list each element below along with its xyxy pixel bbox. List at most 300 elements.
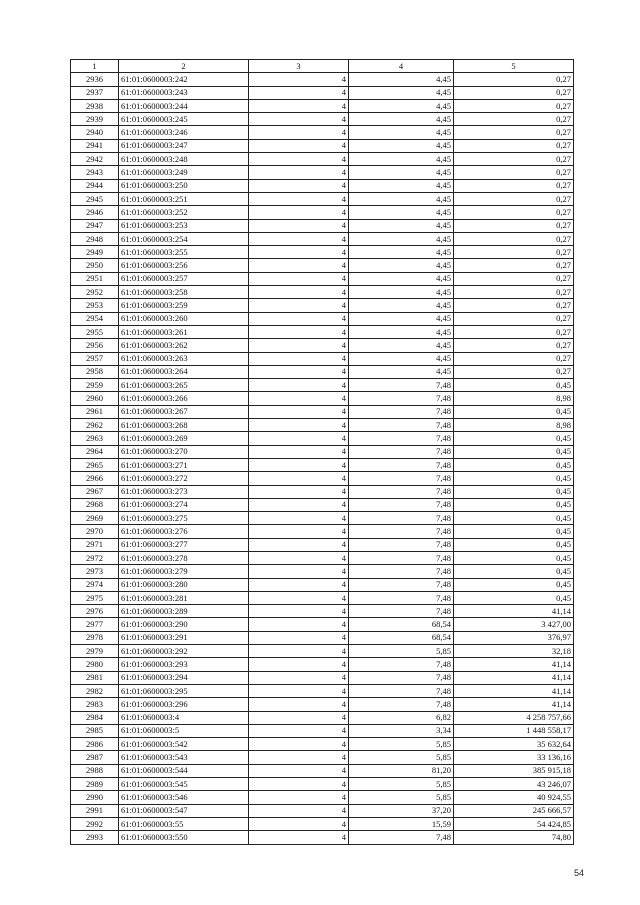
rate-value: 7,48 — [349, 512, 454, 525]
category-code: 4 — [249, 658, 349, 671]
rate-value: 37,20 — [349, 804, 454, 817]
header-col-1: 1 — [71, 60, 119, 73]
row-number: 2980 — [71, 658, 119, 671]
rate-value: 7,48 — [349, 379, 454, 392]
table-row — [71, 671, 574, 684]
header-col-5: 5 — [454, 60, 574, 73]
amount-value: 74,80 — [454, 831, 574, 844]
amount-value: 0,45 — [454, 551, 574, 564]
row-number: 2992 — [71, 817, 119, 830]
cadastral-number: 61:01:0600003:265 — [119, 379, 249, 392]
cadastral-number: 61:01:0600003:4 — [119, 711, 249, 724]
row-number: 2955 — [71, 325, 119, 338]
cadastral-number: 61:01:0600003:289 — [119, 605, 249, 618]
category-code: 4 — [249, 751, 349, 764]
table-row — [71, 86, 574, 99]
table-row — [71, 339, 574, 352]
header-col-3: 3 — [249, 60, 349, 73]
row-number: 2978 — [71, 631, 119, 644]
amount-value: 0,45 — [454, 498, 574, 511]
amount-value: 0,27 — [454, 312, 574, 325]
row-number: 2982 — [71, 684, 119, 697]
row-number: 2961 — [71, 405, 119, 418]
amount-value: 0,45 — [454, 565, 574, 578]
rate-value: 4,45 — [349, 126, 454, 139]
rate-value: 68,54 — [349, 631, 454, 644]
row-number: 2953 — [71, 299, 119, 312]
table-row — [71, 153, 574, 166]
category-code: 4 — [249, 485, 349, 498]
cadastral-number: 61:01:0600003:261 — [119, 325, 249, 338]
category-code: 4 — [249, 578, 349, 591]
table-row — [71, 751, 574, 764]
category-code: 4 — [249, 286, 349, 299]
row-number: 2977 — [71, 618, 119, 631]
rate-value: 4,45 — [349, 179, 454, 192]
table-row — [71, 698, 574, 711]
row-number: 2945 — [71, 192, 119, 205]
table-row — [71, 206, 574, 219]
category-code: 4 — [249, 618, 349, 631]
cadastral-number: 61:01:0600003:542 — [119, 738, 249, 751]
row-number: 2987 — [71, 751, 119, 764]
category-code: 4 — [249, 219, 349, 232]
cadastral-number: 61:01:0600003:271 — [119, 458, 249, 471]
cadastral-number: 61:01:0600003:247 — [119, 139, 249, 152]
table-row — [71, 419, 574, 432]
amount-value: 8,98 — [454, 419, 574, 432]
cadastral-number: 61:01:0600003:546 — [119, 791, 249, 804]
row-number: 2963 — [71, 432, 119, 445]
rate-value: 68,54 — [349, 618, 454, 631]
row-number: 2989 — [71, 778, 119, 791]
rate-value: 4,45 — [349, 352, 454, 365]
cadastral-number: 61:01:0600003:252 — [119, 206, 249, 219]
row-number: 2948 — [71, 232, 119, 245]
amount-value: 0,27 — [454, 139, 574, 152]
rate-value: 7,48 — [349, 392, 454, 405]
row-number: 2981 — [71, 671, 119, 684]
table-body — [71, 73, 574, 844]
rate-value: 7,48 — [349, 684, 454, 697]
table-row — [71, 113, 574, 126]
table-row — [71, 684, 574, 697]
header-row — [71, 60, 574, 73]
amount-value: 385 915,18 — [454, 764, 574, 777]
rate-value: 7,48 — [349, 605, 454, 618]
row-number: 2991 — [71, 804, 119, 817]
rate-value: 7,48 — [349, 472, 454, 485]
rate-value: 4,45 — [349, 232, 454, 245]
table-row — [71, 512, 574, 525]
cadastral-number: 61:01:0600003:258 — [119, 286, 249, 299]
row-number: 2969 — [71, 512, 119, 525]
table-row — [71, 778, 574, 791]
category-code: 4 — [249, 804, 349, 817]
amount-value: 245 666,57 — [454, 804, 574, 817]
table-row — [71, 804, 574, 817]
category-code: 4 — [249, 472, 349, 485]
row-number: 2960 — [71, 392, 119, 405]
amount-value: 0,27 — [454, 272, 574, 285]
amount-value: 0,27 — [454, 325, 574, 338]
rate-value: 5,85 — [349, 791, 454, 804]
row-number: 2984 — [71, 711, 119, 724]
row-number: 2940 — [71, 126, 119, 139]
cadastral-number: 61:01:0600003:264 — [119, 365, 249, 378]
table-row — [71, 166, 574, 179]
cadastral-number: 61:01:0600003:5 — [119, 724, 249, 737]
table-row — [71, 645, 574, 658]
category-code: 4 — [249, 86, 349, 99]
header-col-2: 2 — [119, 60, 249, 73]
rate-value: 7,48 — [349, 498, 454, 511]
rate-value: 4,45 — [349, 339, 454, 352]
table-row — [71, 139, 574, 152]
cadastral-number: 61:01:0600003:243 — [119, 86, 249, 99]
row-number: 2973 — [71, 565, 119, 578]
table-row — [71, 325, 574, 338]
cadastral-number: 61:01:0600003:296 — [119, 698, 249, 711]
amount-value: 3 427,00 — [454, 618, 574, 631]
row-number: 2941 — [71, 139, 119, 152]
table-row — [71, 578, 574, 591]
row-number: 2990 — [71, 791, 119, 804]
rate-value: 7,48 — [349, 578, 454, 591]
row-number: 2951 — [71, 272, 119, 285]
rate-value: 7,48 — [349, 458, 454, 471]
cadastral-number: 61:01:0600003:293 — [119, 658, 249, 671]
amount-value: 0,45 — [454, 512, 574, 525]
cadastral-number: 61:01:0600003:547 — [119, 804, 249, 817]
amount-value: 0,27 — [454, 73, 574, 86]
row-number: 2938 — [71, 99, 119, 112]
amount-value: 0,27 — [454, 179, 574, 192]
row-number: 2946 — [71, 206, 119, 219]
category-code: 4 — [249, 791, 349, 804]
row-number: 2983 — [71, 698, 119, 711]
category-code: 4 — [249, 179, 349, 192]
cadastral-number: 61:01:0600003:249 — [119, 166, 249, 179]
row-number: 2943 — [71, 166, 119, 179]
row-number: 2958 — [71, 365, 119, 378]
row-number: 2966 — [71, 472, 119, 485]
rate-value: 7,48 — [349, 538, 454, 551]
category-code: 4 — [249, 392, 349, 405]
table-row — [71, 312, 574, 325]
category-code: 4 — [249, 166, 349, 179]
row-number: 2965 — [71, 458, 119, 471]
category-code: 4 — [249, 246, 349, 259]
amount-value: 8,98 — [454, 392, 574, 405]
amount-value: 41,14 — [454, 684, 574, 697]
cadastral-number: 61:01:0600003:291 — [119, 631, 249, 644]
category-code: 4 — [249, 458, 349, 471]
cadastral-number: 61:01:0600003:292 — [119, 645, 249, 658]
amount-value: 0,27 — [454, 286, 574, 299]
category-code: 4 — [249, 113, 349, 126]
amount-value: 41,14 — [454, 698, 574, 711]
row-number: 2985 — [71, 724, 119, 737]
header-col-4: 4 — [349, 60, 454, 73]
amount-value: 0,27 — [454, 259, 574, 272]
category-code: 4 — [249, 645, 349, 658]
cadastral-number: 61:01:0600003:273 — [119, 485, 249, 498]
cadastral-number: 61:01:0600003:250 — [119, 179, 249, 192]
row-number: 2939 — [71, 113, 119, 126]
table-header — [71, 60, 574, 73]
rate-value: 7,48 — [349, 698, 454, 711]
amount-value: 0,45 — [454, 379, 574, 392]
row-number: 2956 — [71, 339, 119, 352]
amount-value: 0,27 — [454, 339, 574, 352]
cadastral-number: 61:01:0600003:248 — [119, 153, 249, 166]
rate-value: 4,45 — [349, 153, 454, 166]
amount-value: 0,27 — [454, 99, 574, 112]
amount-value: 4 258 757,66 — [454, 711, 574, 724]
rate-value: 81,20 — [349, 764, 454, 777]
category-code: 4 — [249, 525, 349, 538]
rate-value: 4,45 — [349, 286, 454, 299]
table-row — [71, 259, 574, 272]
amount-value: 0,45 — [454, 525, 574, 538]
cadastral-number: 61:01:0600003:278 — [119, 551, 249, 564]
table-row — [71, 711, 574, 724]
row-number: 2957 — [71, 352, 119, 365]
category-code: 4 — [249, 778, 349, 791]
row-number: 2936 — [71, 73, 119, 86]
rate-value: 4,45 — [349, 246, 454, 259]
category-code: 4 — [249, 432, 349, 445]
table-row — [71, 631, 574, 644]
table-row — [71, 538, 574, 551]
table-row — [71, 126, 574, 139]
table-row — [71, 458, 574, 471]
row-number: 2952 — [71, 286, 119, 299]
category-code: 4 — [249, 365, 349, 378]
rate-value: 7,48 — [349, 445, 454, 458]
page-number: 54 — [573, 868, 584, 878]
row-number: 2974 — [71, 578, 119, 591]
category-code: 4 — [249, 299, 349, 312]
row-number: 2937 — [71, 86, 119, 99]
cadastral-number: 61:01:0600003:275 — [119, 512, 249, 525]
table-row — [71, 392, 574, 405]
table-row — [71, 658, 574, 671]
category-code: 4 — [249, 192, 349, 205]
rate-value: 7,48 — [349, 525, 454, 538]
table-row — [71, 551, 574, 564]
amount-value: 0,45 — [454, 578, 574, 591]
cadastral-number: 61:01:0600003:290 — [119, 618, 249, 631]
category-code: 4 — [249, 831, 349, 844]
rate-value: 4,45 — [349, 312, 454, 325]
amount-value: 54 424,85 — [454, 817, 574, 830]
cadastral-number: 61:01:0600003:242 — [119, 73, 249, 86]
cadastral-number: 61:01:0600003:254 — [119, 232, 249, 245]
amount-value: 376,97 — [454, 631, 574, 644]
category-code: 4 — [249, 405, 349, 418]
rate-value: 4,45 — [349, 219, 454, 232]
cadastral-number: 61:01:0600003:544 — [119, 764, 249, 777]
category-code: 4 — [249, 126, 349, 139]
amount-value: 0,27 — [454, 206, 574, 219]
amount-value: 0,27 — [454, 86, 574, 99]
rate-value: 4,45 — [349, 139, 454, 152]
category-code: 4 — [249, 764, 349, 777]
rate-value: 7,48 — [349, 831, 454, 844]
category-code: 4 — [249, 817, 349, 830]
table-row — [71, 232, 574, 245]
rate-value: 7,48 — [349, 485, 454, 498]
amount-value: 0,27 — [454, 232, 574, 245]
category-code: 4 — [249, 498, 349, 511]
category-code: 4 — [249, 711, 349, 724]
row-number: 2949 — [71, 246, 119, 259]
table-row — [71, 724, 574, 737]
rate-value: 5,85 — [349, 645, 454, 658]
category-code: 4 — [249, 419, 349, 432]
table-row — [71, 591, 574, 604]
cadastral-number: 61:01:0600003:268 — [119, 419, 249, 432]
rate-value: 4,45 — [349, 299, 454, 312]
table-row — [71, 565, 574, 578]
table-row — [71, 791, 574, 804]
category-code: 4 — [249, 379, 349, 392]
rate-value: 5,85 — [349, 738, 454, 751]
rate-value: 5,85 — [349, 751, 454, 764]
cadastral-number: 61:01:0600003:260 — [119, 312, 249, 325]
category-code: 4 — [249, 724, 349, 737]
rate-value: 7,48 — [349, 432, 454, 445]
cadastral-number: 61:01:0600003:276 — [119, 525, 249, 538]
category-code: 4 — [249, 671, 349, 684]
rate-value: 7,48 — [349, 591, 454, 604]
amount-value: 0,27 — [454, 219, 574, 232]
category-code: 4 — [249, 139, 349, 152]
amount-value: 41,14 — [454, 671, 574, 684]
row-number: 2970 — [71, 525, 119, 538]
category-code: 4 — [249, 99, 349, 112]
cadastral-number: 61:01:0600003:259 — [119, 299, 249, 312]
rate-value: 4,45 — [349, 113, 454, 126]
cadastral-number: 61:01:0600003:550 — [119, 831, 249, 844]
row-number: 2947 — [71, 219, 119, 232]
row-number: 2950 — [71, 259, 119, 272]
amount-value: 0,45 — [454, 472, 574, 485]
cadastral-number: 61:01:0600003:270 — [119, 445, 249, 458]
cadastral-number: 61:01:0600003:253 — [119, 219, 249, 232]
cadastral-number: 61:01:0600003:256 — [119, 259, 249, 272]
category-code: 4 — [249, 339, 349, 352]
row-number: 2967 — [71, 485, 119, 498]
rate-value: 4,45 — [349, 365, 454, 378]
table-row — [71, 498, 574, 511]
row-number: 2959 — [71, 379, 119, 392]
category-code: 4 — [249, 551, 349, 564]
cadastral-number: 61:01:0600003:245 — [119, 113, 249, 126]
table-row — [71, 472, 574, 485]
category-code: 4 — [249, 512, 349, 525]
cadastral-number: 61:01:0600003:279 — [119, 565, 249, 578]
table-row — [71, 605, 574, 618]
cadastral-number: 61:01:0600003:294 — [119, 671, 249, 684]
category-code: 4 — [249, 153, 349, 166]
table-row — [71, 365, 574, 378]
cadastral-number: 61:01:0600003:244 — [119, 99, 249, 112]
amount-value: 41,14 — [454, 605, 574, 618]
amount-value: 0,45 — [454, 591, 574, 604]
row-number: 2968 — [71, 498, 119, 511]
table-row — [71, 405, 574, 418]
rate-value: 15,59 — [349, 817, 454, 830]
cadastral-number: 61:01:0600003:295 — [119, 684, 249, 697]
amount-value: 0,27 — [454, 299, 574, 312]
category-code: 4 — [249, 352, 349, 365]
amount-value: 33 136,16 — [454, 751, 574, 764]
amount-value: 0,27 — [454, 246, 574, 259]
category-code: 4 — [249, 738, 349, 751]
cadastral-number: 61:01:0600003:262 — [119, 339, 249, 352]
category-code: 4 — [249, 445, 349, 458]
category-code: 4 — [249, 605, 349, 618]
rate-value: 4,45 — [349, 166, 454, 179]
amount-value: 32,18 — [454, 645, 574, 658]
row-number: 2942 — [71, 153, 119, 166]
table-row — [71, 485, 574, 498]
amount-value: 0,27 — [454, 192, 574, 205]
table-row — [71, 73, 574, 86]
category-code: 4 — [249, 591, 349, 604]
row-number: 2972 — [71, 551, 119, 564]
table-row — [71, 379, 574, 392]
row-number: 2964 — [71, 445, 119, 458]
amount-value: 0,27 — [454, 126, 574, 139]
table-row — [71, 272, 574, 285]
table-row — [71, 432, 574, 445]
category-code: 4 — [249, 312, 349, 325]
category-code: 4 — [249, 259, 349, 272]
rate-value: 6,82 — [349, 711, 454, 724]
amount-value: 41,14 — [454, 658, 574, 671]
amount-value: 0,45 — [454, 405, 574, 418]
row-number: 2986 — [71, 738, 119, 751]
table-row — [71, 831, 574, 844]
row-number: 2975 — [71, 591, 119, 604]
category-code: 4 — [249, 631, 349, 644]
cadastral-number: 61:01:0600003:269 — [119, 432, 249, 445]
cadastral-number: 61:01:0600003:545 — [119, 778, 249, 791]
table-row — [71, 618, 574, 631]
cadastral-number: 61:01:0600003:266 — [119, 392, 249, 405]
table-row — [71, 246, 574, 259]
rate-value: 4,45 — [349, 73, 454, 86]
cadastral-number: 61:01:0600003:267 — [119, 405, 249, 418]
rate-value: 7,48 — [349, 565, 454, 578]
amount-value: 0,27 — [454, 352, 574, 365]
row-number: 2976 — [71, 605, 119, 618]
table-row — [71, 219, 574, 232]
amount-value: 0,45 — [454, 432, 574, 445]
rate-value: 7,48 — [349, 405, 454, 418]
rate-value: 7,48 — [349, 551, 454, 564]
cadastral-number: 61:01:0600003:277 — [119, 538, 249, 551]
table-row — [71, 179, 574, 192]
category-code: 4 — [249, 565, 349, 578]
amount-value: 0,45 — [454, 458, 574, 471]
cadastral-number: 61:01:0600003:281 — [119, 591, 249, 604]
cadastral-number: 61:01:0600003:255 — [119, 246, 249, 259]
